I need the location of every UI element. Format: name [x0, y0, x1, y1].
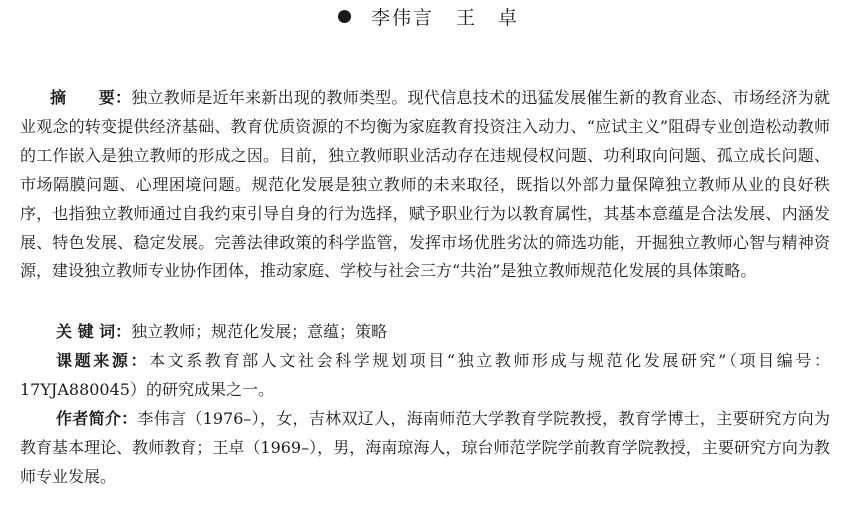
funding-text: 本文系教育部人文社会科学规划项目“独立教师形成与规范化发展研究”（项目编号：17YJA880045）的研究成果之一。: [20, 351, 830, 399]
author-name-1: 李伟言: [370, 7, 434, 29]
keywords-paragraph: [20, 318, 830, 347]
abstract-label: 摘 要：: [50, 88, 132, 107]
author-line: [0, 4, 857, 32]
keywords-label: 关 键 词：: [56, 322, 132, 341]
bio-label: 作者简介：: [56, 409, 138, 428]
abstract-text: 独立教师是近年来新出现的教师类型。现代信息技术的迅猛发展催生新的教育业态、市场经济为就业观念的转变提供经济基础、教育优质资源的不均衡为家庭教育投资注入动力、“应试主义”阻碍专业创造松动教师的工作嵌入是独立教师的形成之因。目前，独立教师职业活动存在违规侵权问题、功利取向问题、孤立成长问题、市场隔膜问题、心理困境问题。规范化发展是独立教师的未来取径，既指以外部力量保障独立教师从业的良好秩序，也指独立教师通过自我约束引导自身的行为选择，赋予职业行为以教育属性，其基本意蕴是合法发展、内涵发展、特色发展、稳定发展。完善法律政策的科学监管，发挥市场优胜劣汰的筛选功能，开掘独立教师心智与精神资源，建设独立教师专业协作团体，推动家庭、学校与社会三方“共治”是独立教师规范化发展的具体策略。: [20, 88, 830, 281]
bio-text: 李伟言（1976–），女，吉林双辽人，海南师范大学教育学院教授，教育学博士，主要研究方向为教育基本理论、教师教育；王卓（1969–），男，海南琼海人，琼台师范学院学前教育学院教授，主要研究方向为教师专业发展。: [20, 409, 830, 486]
bullet-icon: [338, 10, 351, 23]
funding-paragraph: [20, 347, 830, 405]
abstract-paragraph: [20, 84, 830, 286]
keywords-text: 独立教师；规范化发展；意蕴；策略: [131, 322, 388, 341]
author-bio-paragraph: [20, 405, 830, 492]
author-name-2: 王 卓: [456, 7, 520, 29]
funding-label: 课题来源：: [56, 351, 150, 370]
